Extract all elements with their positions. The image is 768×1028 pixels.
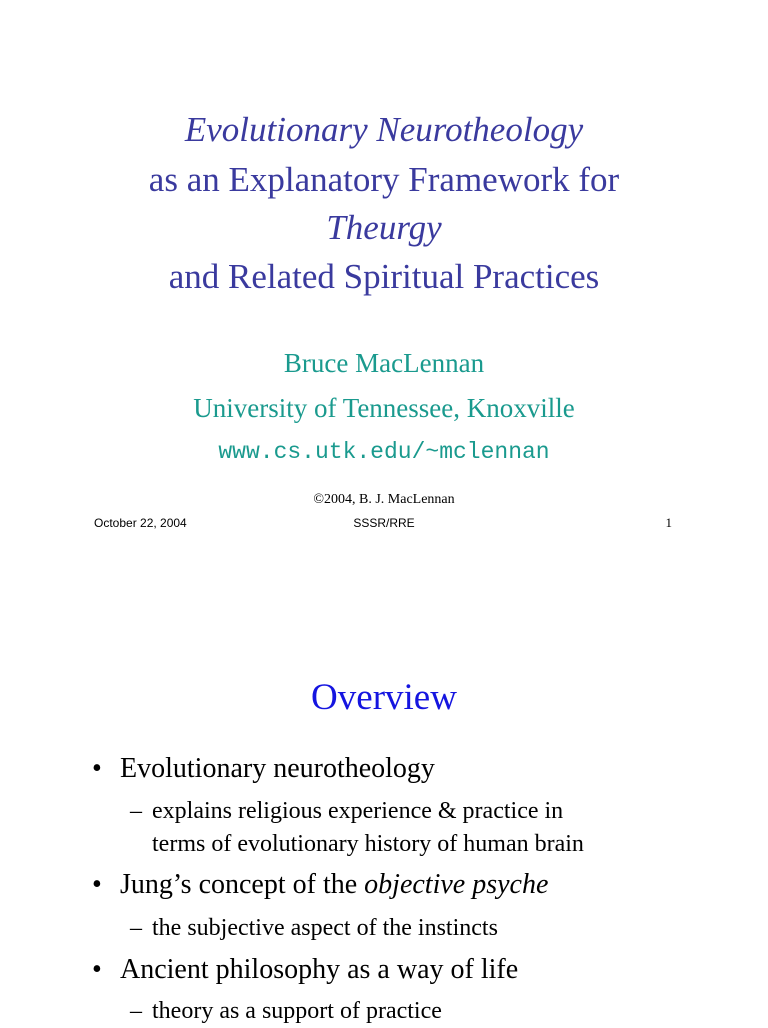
dash-marker: – bbox=[130, 998, 142, 1024]
overview-slide bbox=[0, 600, 768, 1024]
dash-marker: – bbox=[130, 798, 142, 824]
copyright-notice: ©2004, B. J. MacLennan bbox=[313, 492, 455, 507]
bullet-text-italic: objective psyche bbox=[364, 869, 549, 900]
bullet-marker: • bbox=[92, 869, 102, 900]
sub-bullet-item bbox=[130, 912, 498, 945]
author-url[interactable]: www.cs.utk.edu/~mclennan bbox=[218, 439, 550, 465]
sub-bullet-item bbox=[130, 795, 584, 861]
bullet-item bbox=[92, 953, 518, 987]
footer-event: SSSR/RRE bbox=[353, 516, 415, 530]
author-affiliation: University of Tennessee, Knoxville bbox=[193, 393, 575, 423]
bullet-text: Ancient philosophy as a way of life bbox=[120, 954, 519, 985]
bullet-marker: • bbox=[92, 954, 102, 985]
bullet-text: Evolutionary neurotheology bbox=[120, 753, 435, 784]
sub-bullet-item bbox=[130, 995, 442, 1028]
bullet-item bbox=[92, 868, 548, 902]
title-line-4: and Related Spiritual Practices bbox=[168, 257, 600, 296]
author-name: Bruce MacLennan bbox=[283, 348, 485, 378]
footer-page-number: 1 bbox=[665, 515, 672, 530]
bullet-marker: • bbox=[92, 753, 102, 784]
footer-date: October 22, 2004 bbox=[94, 516, 187, 530]
bullet-text: Jung’s concept of the bbox=[120, 869, 365, 900]
dash-marker: – bbox=[130, 915, 142, 941]
title-line-2: as an Explanatory Framework for bbox=[148, 160, 620, 199]
title-line-3: Theurgy bbox=[326, 208, 442, 247]
bullet-item bbox=[92, 752, 435, 786]
title-line-1: Evolutionary Neurotheology bbox=[184, 110, 584, 149]
sub-bullet-text: explains religious experience & practice in bbox=[152, 798, 564, 824]
slide-title: Overview bbox=[311, 677, 457, 718]
sub-bullet-text: theory as a support of practice bbox=[152, 998, 442, 1024]
sub-bullet-text-continued: terms of evolutionary history of human brain bbox=[152, 831, 584, 857]
sub-bullet-text: the subjective aspect of the instincts bbox=[152, 915, 498, 941]
